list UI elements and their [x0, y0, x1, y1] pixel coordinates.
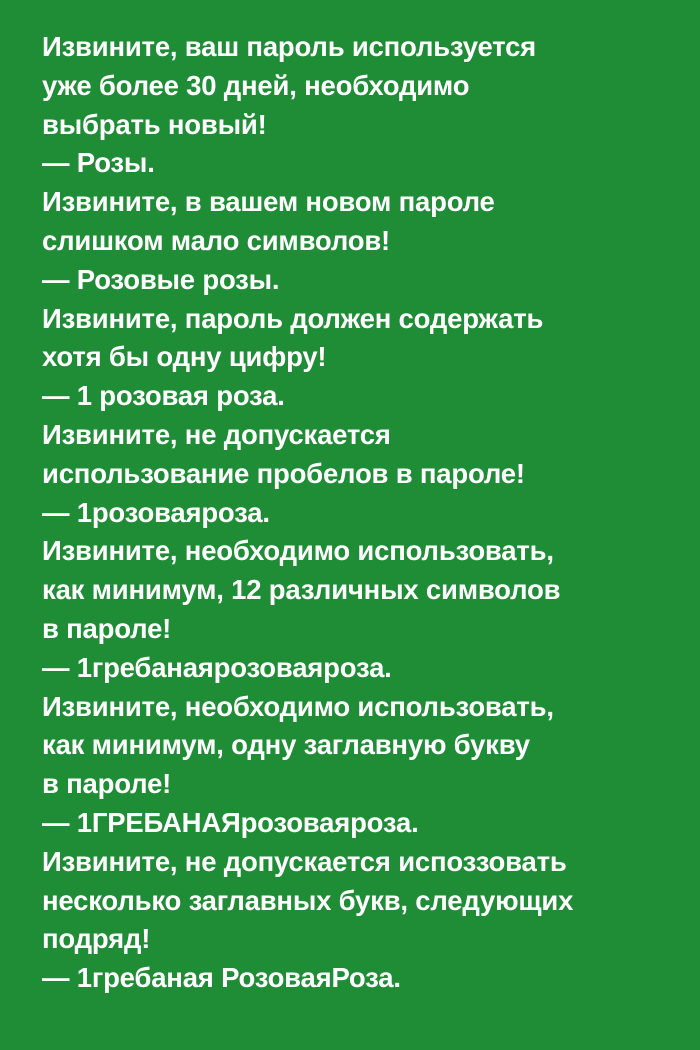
- joke-line: — 1гребаная РозоваяРоза.: [42, 962, 401, 994]
- joke-line: слишком мало символов!: [42, 224, 390, 256]
- joke-line: Извините, не допускается испоззовать: [42, 845, 567, 877]
- joke-line: Извините, необходимо использовать,: [42, 690, 554, 722]
- joke-line: хотя бы одну цифру!: [42, 341, 327, 373]
- joke-line: Извините, пароль должен содержать: [42, 302, 544, 334]
- joke-line: — Розы.: [42, 147, 155, 179]
- joke-text: [42, 28, 680, 998]
- joke-line: уже более 30 дней, необходимо: [42, 69, 470, 101]
- joke-line: — 1гребанаярозоваяроза.: [42, 651, 392, 683]
- joke-line: — 1розоваяроза.: [42, 496, 270, 528]
- joke-line: Извините, в вашем новом пароле: [42, 186, 495, 218]
- joke-line: Извините, ваш пароль используется: [42, 31, 537, 62]
- joke-line: Извините, не допускается: [42, 418, 391, 450]
- joke-line: выбрать новый!: [42, 108, 267, 140]
- joke-line: как минимум, 12 различных символов: [42, 574, 561, 606]
- joke-line: — Розовые розы.: [42, 263, 280, 295]
- joke-line: подряд!: [42, 923, 151, 955]
- joke-line: в пароле!: [42, 768, 172, 800]
- joke-line: Извините, необходимо использовать,: [42, 535, 554, 567]
- joke-line: несколько заглавных букв, следующих: [42, 884, 574, 916]
- joke-line: в пароле!: [42, 612, 172, 644]
- joke-line: — 1 розовая роза.: [42, 380, 285, 412]
- joke-line: как минимум, одну заглавную букву: [42, 729, 530, 761]
- joke-line: использование пробелов в пароле!: [42, 457, 525, 489]
- joke-line: — 1ГРЕБАНАЯрозоваяроза.: [42, 806, 419, 838]
